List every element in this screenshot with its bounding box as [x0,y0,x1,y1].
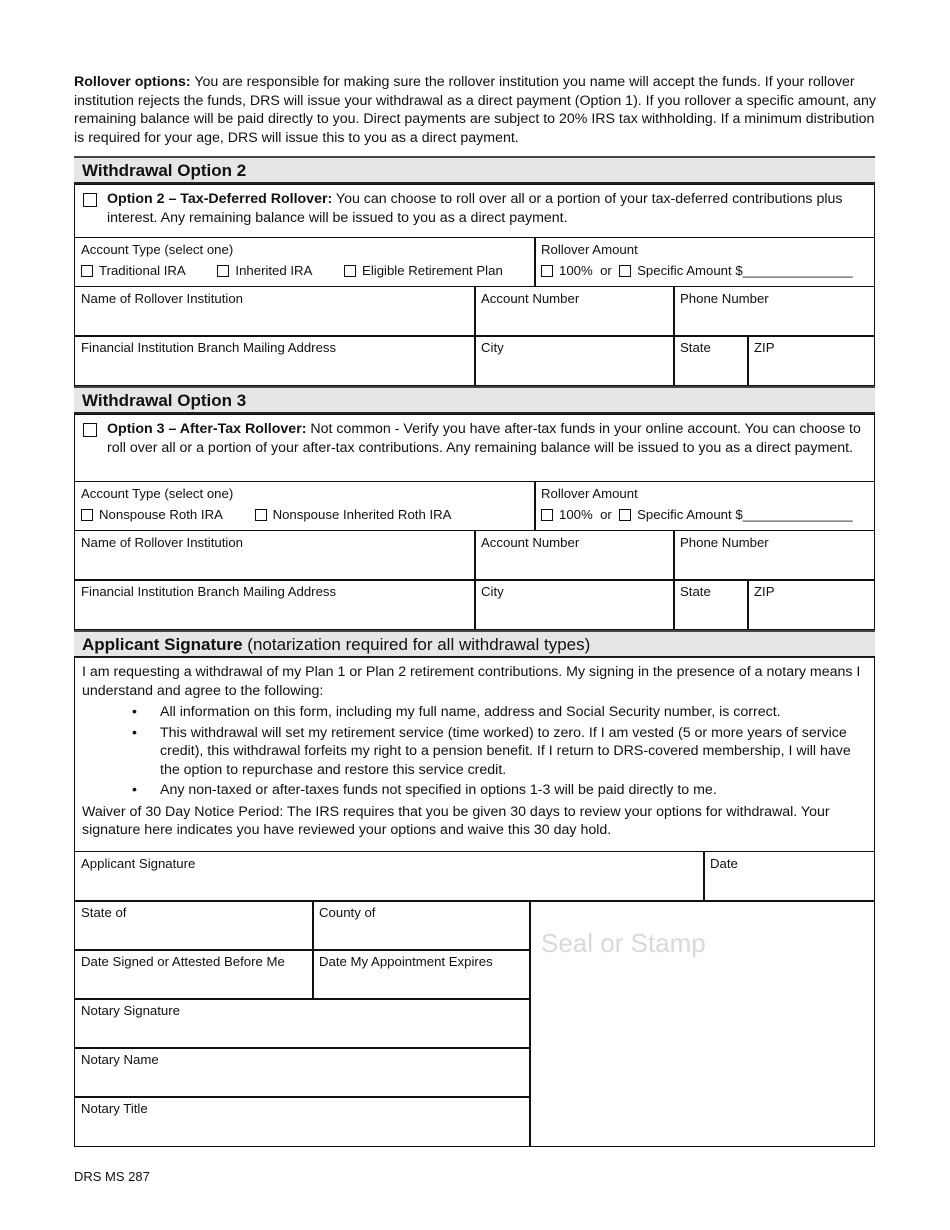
notary-county-field[interactable] [312,900,531,951]
option3-phone-label: Phone Number [680,535,769,550]
option3-account-type-label: Account Type (select one) [81,486,234,501]
option2-eligible-plan[interactable] [344,263,503,278]
option3-account-number-label: Account Number [481,535,580,550]
inherited-ira-checkbox[interactable] [217,265,229,277]
applicant-signature-field[interactable] [74,851,705,902]
option3-state-field[interactable] [673,579,749,630]
signature-term: • This withdrawal will set my retirement service (time worked) to zero. If I am vested (5 or more years of service credit), this withdrawal forfeits my right to a pension benefit. If I return to DRS-covered membership, I will have the option to repurchase and restore this service credit. [160,724,867,780]
option2-specific-checkbox[interactable] [619,265,631,277]
signature-term: • All information on this form, including my full name, address and Social Security number, is correct. [160,703,867,722]
option2-heading: Withdrawal Option 2 [74,156,875,184]
notary-title-label: Notary Title [81,1101,148,1116]
option3-or: or [600,507,612,522]
option2-zip-label: ZIP [754,340,775,355]
option2-100pct-checkbox[interactable] [541,265,553,277]
rollover-options-label: Rollover options: [74,74,191,90]
option3-phone-field[interactable] [673,530,875,581]
option2-description-box [74,184,875,238]
appointment-expires-label: Date My Appointment Expires [319,954,493,969]
option3-nonspouse-roth[interactable] [81,507,223,522]
date-signed-label: Date Signed or Attested Before Me [81,954,285,969]
appointment-expires-field[interactable] [312,949,531,1000]
notary-state-field[interactable] [74,900,314,951]
option3-account-number-field[interactable] [474,530,675,581]
option2-state-field[interactable] [673,335,749,386]
option3-specific-checkbox[interactable] [619,509,631,521]
option2-phone-label: Phone Number [680,291,769,306]
option3-zip-label: ZIP [754,584,775,599]
option2-account-number-field[interactable] [474,286,675,337]
option2-title: Option 2 – Tax-Deferred Rollover: [107,191,333,207]
option2-or: or [600,263,612,278]
signature-term: • Any non-taxed or after-taxes funds not specified in options 1-3 will be paid directly to me. [160,781,867,800]
option3-address-field[interactable] [74,579,476,630]
option2-specific-amount[interactable]: Specific Amount $_______________ [637,263,853,278]
nonspouse-roth-checkbox[interactable] [81,509,93,521]
option2-100pct-label: 100% [559,263,593,278]
option2-checkbox[interactable] [83,193,97,207]
option3-institution-name-label: Name of Rollover Institution [81,535,243,550]
option3-institution-name-field[interactable] [74,530,476,581]
signature-intro: I am requesting a withdrawal of my Plan 1 or Plan 2 retirement contributions. My signing in the presence of a notary means I understand and agree to the following: [82,664,861,699]
notary-name-label: Notary Name [81,1052,159,1067]
option2-state-label: State [680,340,711,355]
option2-traditional-ira[interactable] [81,263,186,278]
option3-nonspouse-inherited-roth[interactable] [255,507,452,522]
notary-signature-field[interactable] [74,998,531,1049]
signature-heading-title: Applicant Signature [82,635,243,654]
signature-heading-note: (notarization required for all withdrawal types) [242,635,591,654]
option2-city-field[interactable] [474,335,675,386]
option3-checkbox[interactable] [83,423,97,437]
option3-rollover-amount-box [534,481,875,531]
notary-state-label: State of [81,905,127,920]
option3-state-label: State [680,584,711,599]
signature-terms-list [82,703,867,800]
option2-account-type-label: Account Type (select one) [81,242,234,257]
form-id: DRS MS 287 [74,1169,150,1184]
option3-description-box [74,414,875,482]
inherited-ira-label: Inherited IRA [235,263,313,278]
applicant-signature-label: Applicant Signature [81,856,196,871]
option2-account-type-box [74,237,536,287]
date-signed-field[interactable] [74,949,314,1000]
traditional-ira-label: Traditional IRA [99,263,186,278]
option2-rollover-label: Rollover Amount [541,242,638,257]
option2-address-field[interactable] [74,335,476,386]
applicant-date-field[interactable] [703,851,875,902]
nonspouse-inherited-roth-label: Nonspouse Inherited Roth IRA [272,507,452,522]
option3-description [75,415,874,462]
option2-description [75,185,874,232]
option3-account-type-box [74,481,536,531]
eligible-plan-checkbox[interactable] [344,265,356,277]
option3-address-label: Financial Institution Branch Mailing Address [81,584,337,599]
notary-signature-label: Notary Signature [81,1003,180,1018]
option3-rollover-label: Rollover Amount [541,486,638,501]
option2-phone-field[interactable] [673,286,875,337]
option2-institution-name-field[interactable] [74,286,476,337]
rollover-options-paragraph [74,73,884,147]
option3-zip-field[interactable] [747,579,875,630]
option3-desc: Not common - Verify you have after-tax funds in your online account. You can choose to roll over all or a portion of your after-tax contributions. Any remaining balance will be issued to you as a direct payment. [107,421,861,456]
notary-name-field[interactable] [74,1047,531,1098]
rollover-options-text: You are responsible for making sure the rollover institution you name will accept the funds. If your rollover institution rejects the funds, DRS will issue your withdrawal as a direct payment (Option 1). If you rollover a specific amount, any remaining balance will be paid directly to you. Direct payments are subject to 20% IRS tax withholding. If a minimum distribution is required for your age, DRS will issue this to you as a direct payment. [74,74,876,146]
option2-account-number-label: Account Number [481,291,580,306]
option3-heading: Withdrawal Option 3 [74,386,875,414]
notary-county-label: County of [319,905,376,920]
option3-100pct-checkbox[interactable] [541,509,553,521]
option2-institution-name-label: Name of Rollover Institution [81,291,243,306]
applicant-date-label: Date [710,856,738,871]
option3-specific-amount[interactable]: Specific Amount $_______________ [637,507,853,522]
option3-city-field[interactable] [474,579,675,630]
nonspouse-roth-label: Nonspouse Roth IRA [99,507,223,522]
seal-stamp-placeholder: Seal or Stamp [541,928,706,958]
option3-title: Option 3 – After-Tax Rollover: [107,421,307,437]
signature-terms-box [74,656,875,852]
option2-inherited-ira[interactable] [217,263,312,278]
option2-address-label: Financial Institution Branch Mailing Address [81,340,337,355]
option2-desc: You can choose to roll over all or a portion of your tax-deferred contributions plus interest. Any remaining balance will be issued to you as a direct payment. [107,191,843,226]
nonspouse-inherited-roth-checkbox[interactable] [255,509,267,521]
option2-city-label: City [481,340,504,355]
option2-rollover-amount-box [534,237,875,287]
signature-heading [74,630,875,658]
eligible-plan-label: Eligible Retirement Plan [362,263,503,278]
option3-city-label: City [481,584,504,599]
option2-zip-field[interactable] [747,335,875,386]
option3-100pct-label: 100% [559,507,593,522]
waiver-text: Waiver of 30 Day Notice Period: The IRS requires that you be given 30 days to review your options for withdrawal. Your signature here indicates you have reviewed your options and waive this 30 day hold. [82,803,830,838]
notary-title-field[interactable] [74,1096,531,1147]
traditional-ira-checkbox[interactable] [81,265,93,277]
